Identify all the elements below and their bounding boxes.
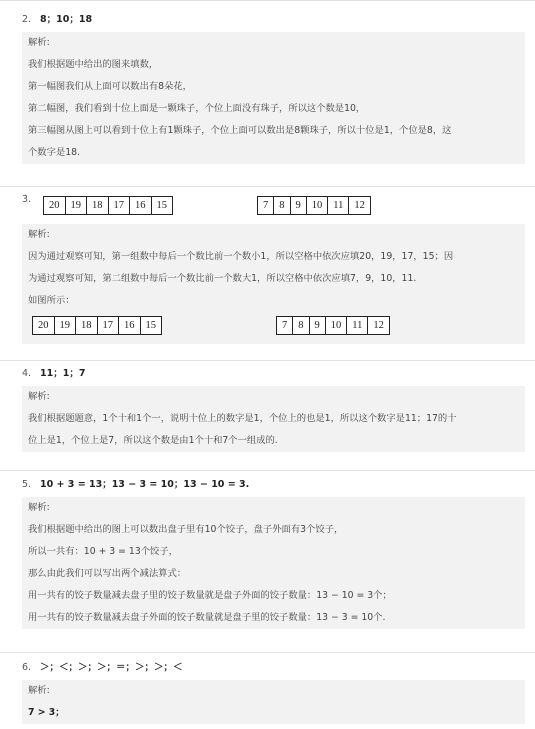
question-number: 6. (22, 662, 32, 673)
analysis-line: 用一共有的饺子数量减去盘子外面的饺子数量就是盘子里的饺子数量：13 − 3 = 10个. (28, 612, 386, 623)
sequence-cell: 7 (263, 200, 269, 211)
analysis-line: 我们根据题中给出的图上可以数出盘子里有10个饺子，盘子外面有3个饺子， (28, 524, 344, 535)
analysis-line: 我们根据题题意，1个十和1个一，说明十位上的数字是1，个位上的也是1，所以这个数字是11；17的十 (28, 413, 457, 424)
divider (0, 470, 535, 471)
sequence-cell: 12 (367, 317, 389, 334)
question-2 (22, 12, 527, 28)
sequence-cell: 15 (151, 197, 173, 214)
question-number: 4. (22, 368, 32, 379)
analysis-line: 我们根据题中给出的图来填数， (28, 59, 159, 70)
analysis-line: 位上是1，个位上是7，所以这个数是由1个十和7个一组成的. (28, 435, 278, 446)
divider (0, 186, 535, 187)
sequence-1-answer (32, 316, 162, 335)
sequence-cell: 20 (49, 200, 60, 211)
sequence-cell: 20 (38, 320, 49, 331)
analysis-line: 个数字是18. (28, 147, 80, 158)
question-number: 5. (22, 479, 32, 490)
analysis-box-5 (22, 497, 525, 629)
analysis-line: 第一幅图我们从上面可以数出有8朵花， (28, 81, 192, 92)
analysis-line: 所以一共有：10 + 3 = 13个饺子， (28, 546, 178, 557)
analysis-label: 解析: (28, 229, 50, 240)
sequence-cell: 17 (108, 197, 130, 214)
sequence-cell: 17 (97, 317, 119, 334)
sequence-cell: 10 (325, 317, 347, 334)
sequence-2 (257, 196, 371, 215)
sequence-cell: 16 (129, 197, 151, 214)
analysis-line: 那么由此我们可以写出两个减法算式： (28, 568, 187, 579)
analysis-line: 用一共有的饺子数量减去盘子里的饺子数量就是盘子外面的饺子数量：13 − 10 = 3个； (28, 590, 392, 601)
sequence-2-answer (276, 316, 390, 335)
question-4 (22, 366, 527, 382)
analysis-line: 第二幅图，我们看到十位上面是一颗珠子，个位上面没有珠子，所以这个数是10， (28, 103, 366, 114)
question-6 (22, 660, 527, 676)
sequence-cell: 18 (75, 317, 97, 334)
divider (0, 652, 535, 653)
answer: 8；10；18 (40, 14, 93, 25)
analysis-line: 7 > 3； (28, 707, 65, 718)
sequence-cell: 19 (65, 197, 87, 214)
question-5 (22, 477, 527, 493)
top-divider (0, 0, 535, 1)
analysis-label: 解析: (28, 37, 50, 48)
analysis-line: 第三幅图从图上可以看到十位上有1颗珠子，个位上面可以数出是8颗珠子，所以十位是1，个位是8，这 (28, 125, 452, 136)
sequence-cell: 8 (273, 197, 289, 214)
sequence-cell: 18 (86, 197, 108, 214)
question-number: 3. (22, 194, 32, 205)
analysis-line: 如图所示： (28, 295, 75, 306)
analysis-box-2 (22, 32, 525, 164)
sequence-1 (43, 196, 173, 215)
answer: ＞；＜；＞；＞；＝；＞；＞；＜ (40, 662, 183, 673)
question-number: 2. (22, 14, 32, 25)
sequence-cell: 11 (327, 197, 348, 214)
sequence-cell: 9 (290, 197, 306, 214)
sequence-cell: 10 (306, 197, 328, 214)
analysis-box-3 (22, 224, 525, 344)
answer: 11；1；7 (40, 368, 86, 379)
analysis-line: 因为通过观察可知，第一组数中每后一个数比前一个数小1，所以空格中依次应填20，19，17，15；因 (28, 251, 454, 262)
figure-row (22, 312, 525, 344)
sequence-cell: 12 (348, 197, 370, 214)
analysis-box-6 (22, 680, 525, 724)
answer: 10 + 3 = 13；13 − 3 = 10；13 − 10 = 3. (40, 479, 250, 490)
sequence-cell: 16 (118, 317, 140, 334)
sequence-cell: 15 (140, 317, 162, 334)
analysis-line: 为通过观察可知，第二组数中每后一个数比前一个数大1，所以空格中依次应填7，9，10，11. (28, 273, 417, 284)
analysis-label: 解析: (28, 391, 50, 402)
sequence-cell: 11 (346, 317, 367, 334)
analysis-label: 解析: (28, 685, 50, 696)
sequence-cell: 8 (292, 317, 308, 334)
sequence-cell: 7 (282, 320, 288, 331)
analysis-box-4 (22, 386, 525, 452)
question-3 (22, 193, 527, 219)
sequence-cell: 19 (54, 317, 76, 334)
divider (0, 360, 535, 361)
analysis-label: 解析: (28, 502, 50, 513)
sequence-cell: 9 (309, 317, 325, 334)
